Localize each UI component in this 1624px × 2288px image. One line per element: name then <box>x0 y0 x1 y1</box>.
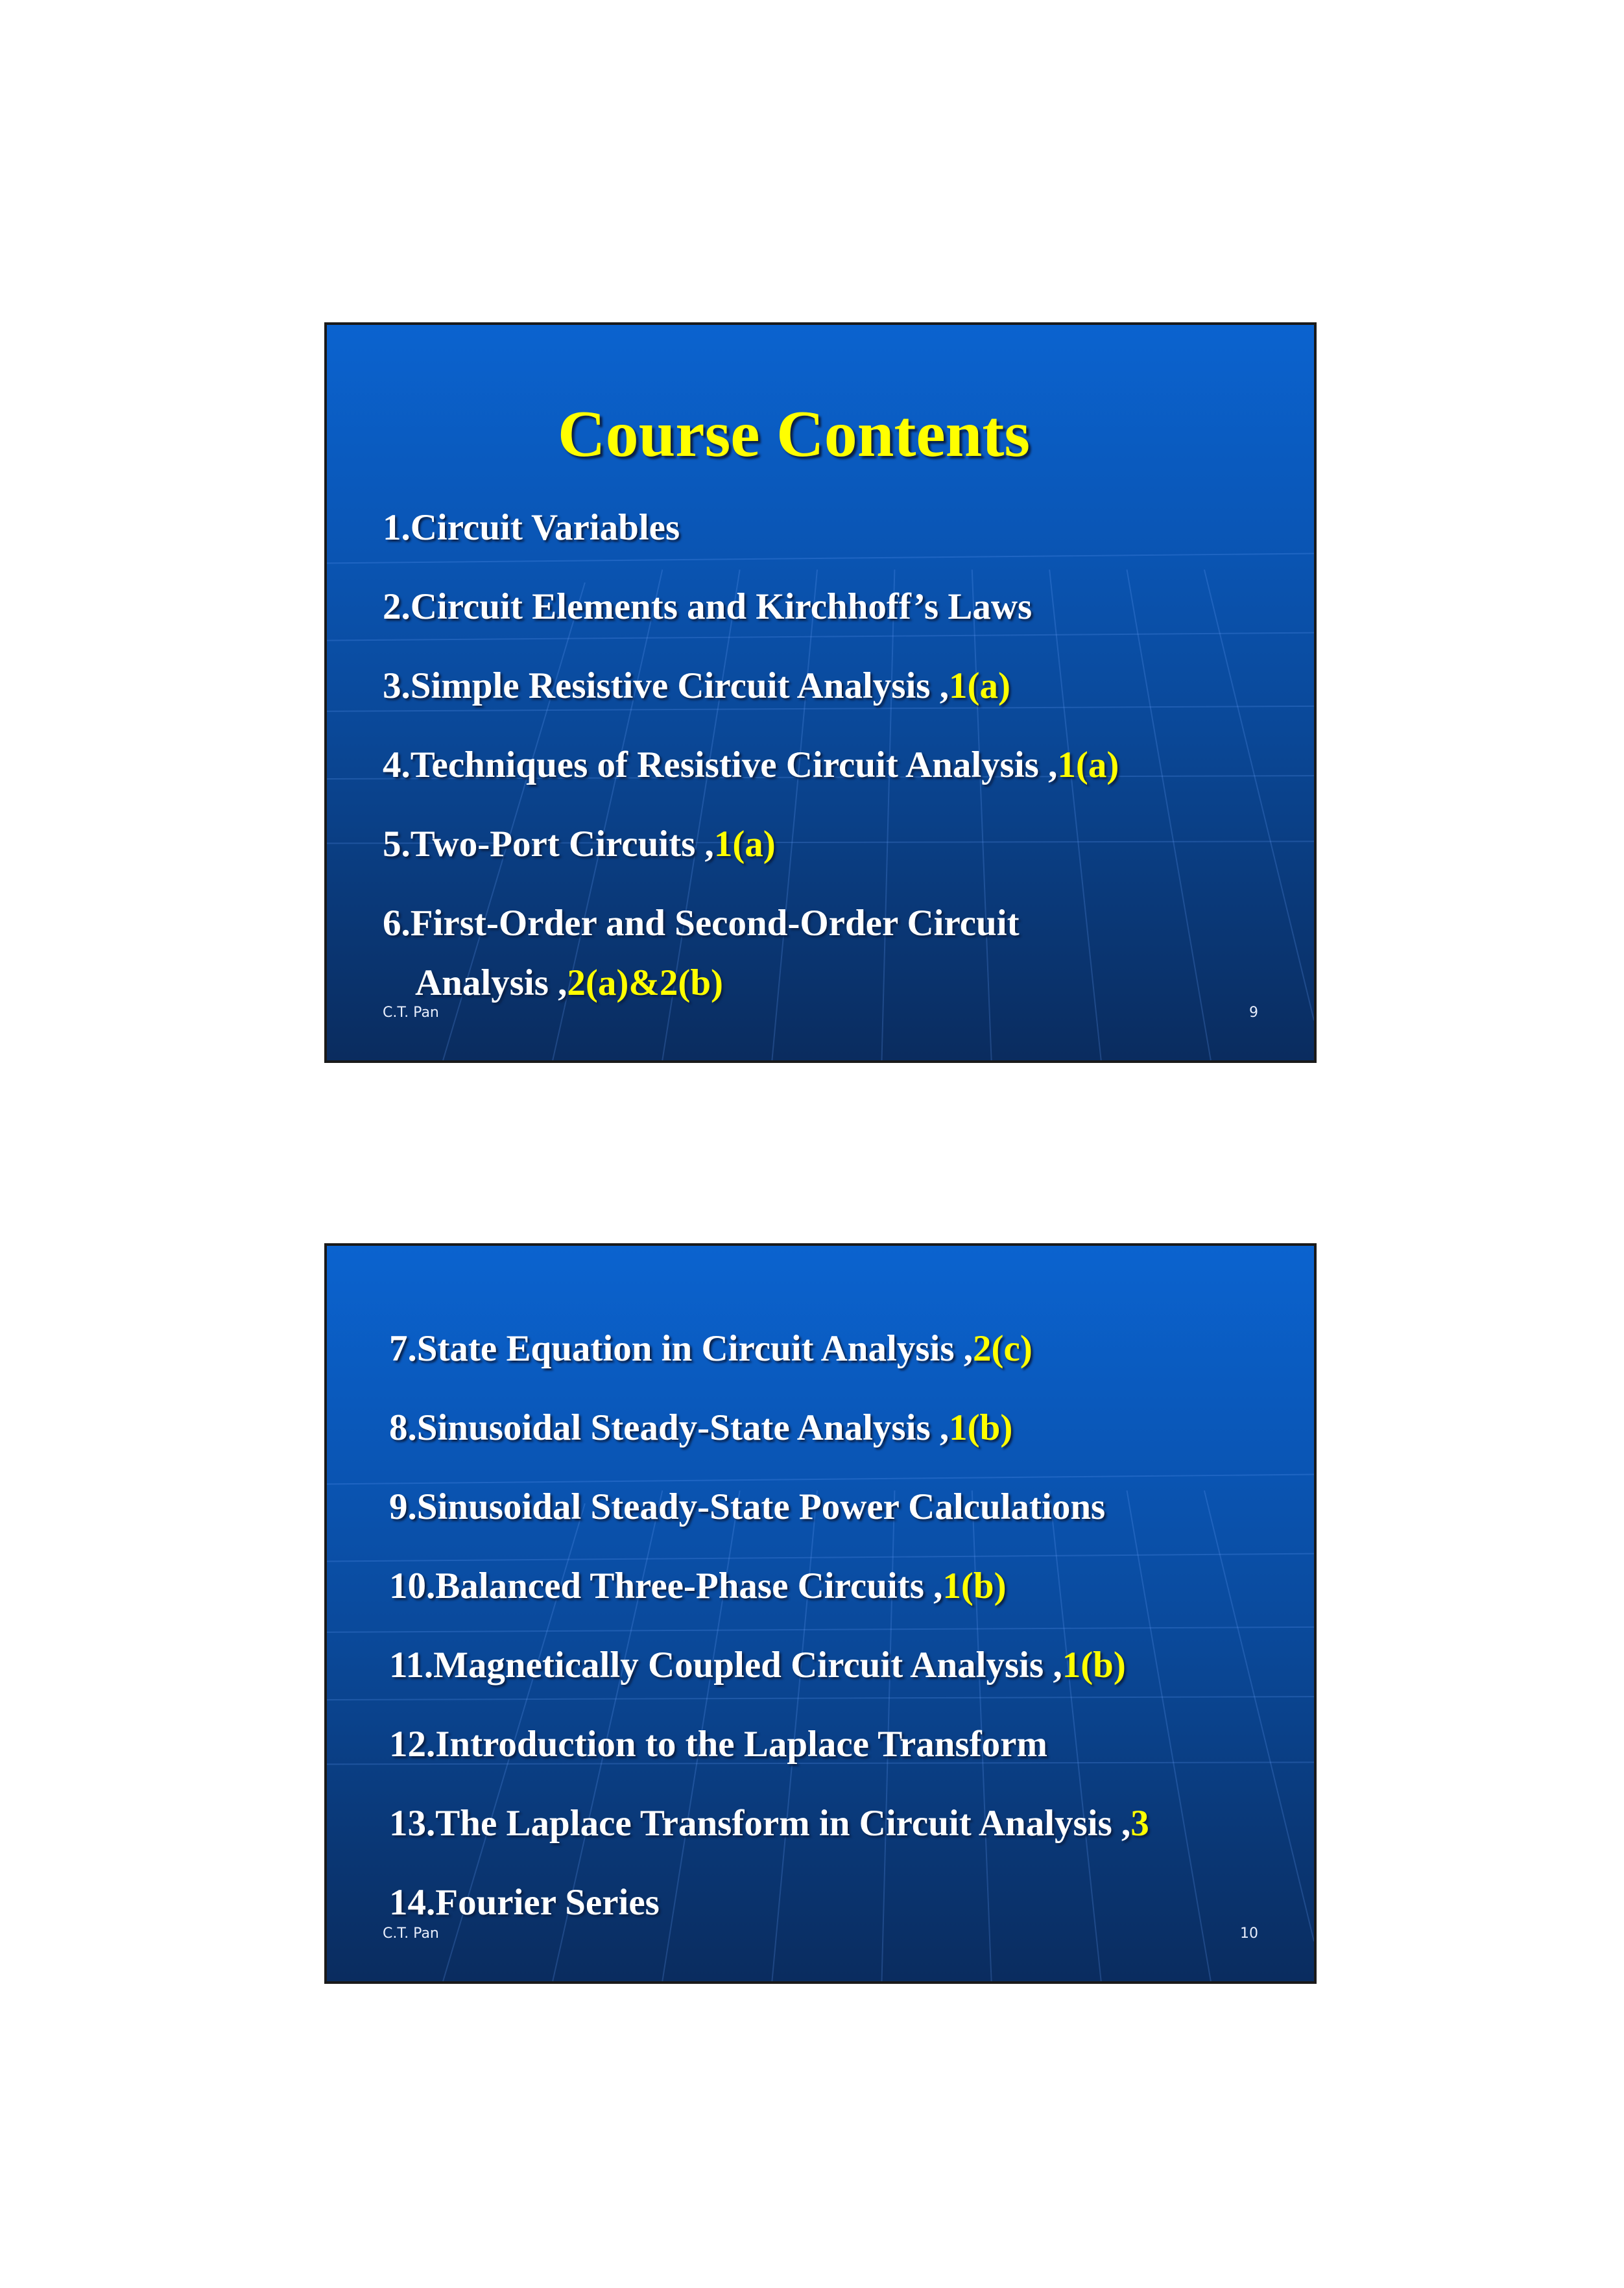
list-item <box>383 746 1119 783</box>
list-item-text: 4.Techniques of Resistive Circuit Analysis , <box>383 745 1058 785</box>
list-item-text: 6.First-Order and Second-Order Circuit <box>383 903 1020 944</box>
list-item-text: 8.Sinusoidal Steady-State Analysis , <box>389 1407 949 1448</box>
list-item <box>389 1805 1149 1842</box>
list-item-tag: 3 <box>1130 1803 1149 1844</box>
list-item-tag: 2(a)&2(b) <box>567 962 724 1003</box>
list-item-text: 3.Simple Resistive Circuit Analysis , <box>383 665 949 706</box>
list-item-text: 1.Circuit Variables <box>383 507 680 548</box>
list-item-text: 13.The Laplace Transform in Circuit Analysis , <box>389 1803 1131 1844</box>
list-item <box>383 667 1010 704</box>
slide-9 <box>324 322 1317 1063</box>
list-item-text: 5.Two-Port Circuits , <box>383 824 714 864</box>
list-item-text: 10.Balanced Three-Phase Circuits , <box>389 1566 943 1606</box>
slide-title: Course Contents <box>557 398 1031 471</box>
list-item-tag: 1(b) <box>1062 1645 1126 1686</box>
list-item-tag: 1(b) <box>949 1407 1013 1448</box>
list-item <box>389 1409 1012 1446</box>
list-item <box>389 1884 660 1921</box>
list-item-text: 9.Sinusoidal Steady-State Power Calculations <box>389 1486 1106 1527</box>
list-item-tag: 1(b) <box>942 1566 1007 1606</box>
list-item <box>383 509 680 546</box>
list-item <box>389 1330 1033 1367</box>
list-item-text: 2.Circuit Elements and Kirchhoff’s Laws <box>383 586 1033 627</box>
list-item <box>389 1726 1047 1763</box>
footer-author: C.T. Pan <box>383 1925 439 1942</box>
page-number: 10 <box>1240 1925 1258 1942</box>
footer-author: C.T. Pan <box>383 1005 439 1021</box>
page-number: 9 <box>1249 1005 1258 1021</box>
list-item-tag: 1(a) <box>713 824 776 864</box>
list-item-tag: 1(a) <box>1057 745 1119 785</box>
list-item-text: 7.State Equation in Circuit Analysis , <box>389 1328 973 1369</box>
list-item-continuation <box>415 964 723 1001</box>
list-item <box>389 1567 1007 1604</box>
list-item <box>383 826 776 863</box>
slide-10 <box>324 1243 1317 1984</box>
list-item-text: 14.Fourier Series <box>389 1882 660 1923</box>
list-item-text: 11.Magnetically Coupled Circuit Analysis , <box>389 1645 1062 1686</box>
list-item-tag: 1(a) <box>948 665 1010 706</box>
list-item-text: 12.Introduction to the Laplace Transform <box>389 1724 1047 1765</box>
list-item <box>383 588 1032 625</box>
list-item <box>389 1647 1126 1684</box>
list-item <box>389 1488 1105 1525</box>
list-item-text: Analysis , <box>415 962 567 1003</box>
list-item-tag: 2(c) <box>973 1328 1033 1369</box>
list-item <box>383 905 1020 942</box>
